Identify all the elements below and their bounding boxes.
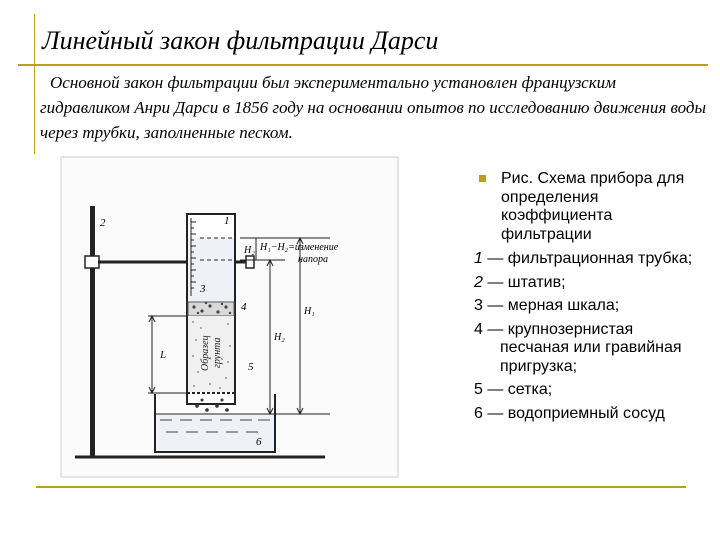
sample-label-2: грунта [212, 337, 223, 368]
title-underline [18, 64, 708, 66]
label-6: 6 [256, 436, 262, 448]
gravel-load [188, 302, 234, 316]
caption-item-5: 5 — сетка; [474, 381, 553, 398]
caption-item-2: 2 — штатив; [474, 273, 566, 291]
caption-item-4: 4 — крупнозернистая песчаная или гравийная пригрузка; [474, 320, 682, 375]
left-accent-line [34, 14, 35, 154]
stand-rod [90, 206, 95, 456]
caption-item-1: 1 — фильтрационная трубка; [474, 250, 693, 267]
label-5: 5 [248, 361, 254, 373]
label-2: 2 [100, 217, 106, 229]
caption-heading: Рис. Схема прибора для определения коэффициента фильтрации [501, 170, 685, 243]
caption-heading-item [474, 170, 704, 244]
soil-sample [188, 316, 234, 392]
darcy-apparatus-figure [60, 156, 400, 478]
label-4: 4 [241, 301, 247, 313]
figure-caption [474, 170, 704, 428]
label-l: L [160, 349, 167, 361]
caption-item-6: 6 — водоприемный сосуд [474, 404, 665, 422]
stand-clamp [85, 256, 99, 268]
intro-paragraph: Основной закон фильтрации был экспериментально установлен французским гидравликом Анри Дарси в 1856 году на основании опытов по исследованию движения воды через трубки, заполненные песком. [40, 73, 707, 142]
label-head-change: H₁−H₂=изменение [260, 242, 339, 253]
label-h2: H₂ [274, 332, 285, 343]
label-1: 1 [224, 215, 230, 227]
bullet-icon [479, 175, 486, 182]
label-h2-top: H₂ [244, 245, 255, 256]
bottom-rule [36, 486, 686, 488]
apparatus-drawing [60, 156, 400, 478]
slide-title: Линейный закон фильтрации Дарси [42, 26, 439, 55]
label-head-change-2: напора [298, 254, 328, 265]
caption-item-3: 3 — мерная шкала; [474, 297, 620, 314]
label-3: 3 [200, 283, 206, 295]
label-h1: H₁ [304, 306, 315, 317]
sample-label: Образец [200, 335, 211, 371]
